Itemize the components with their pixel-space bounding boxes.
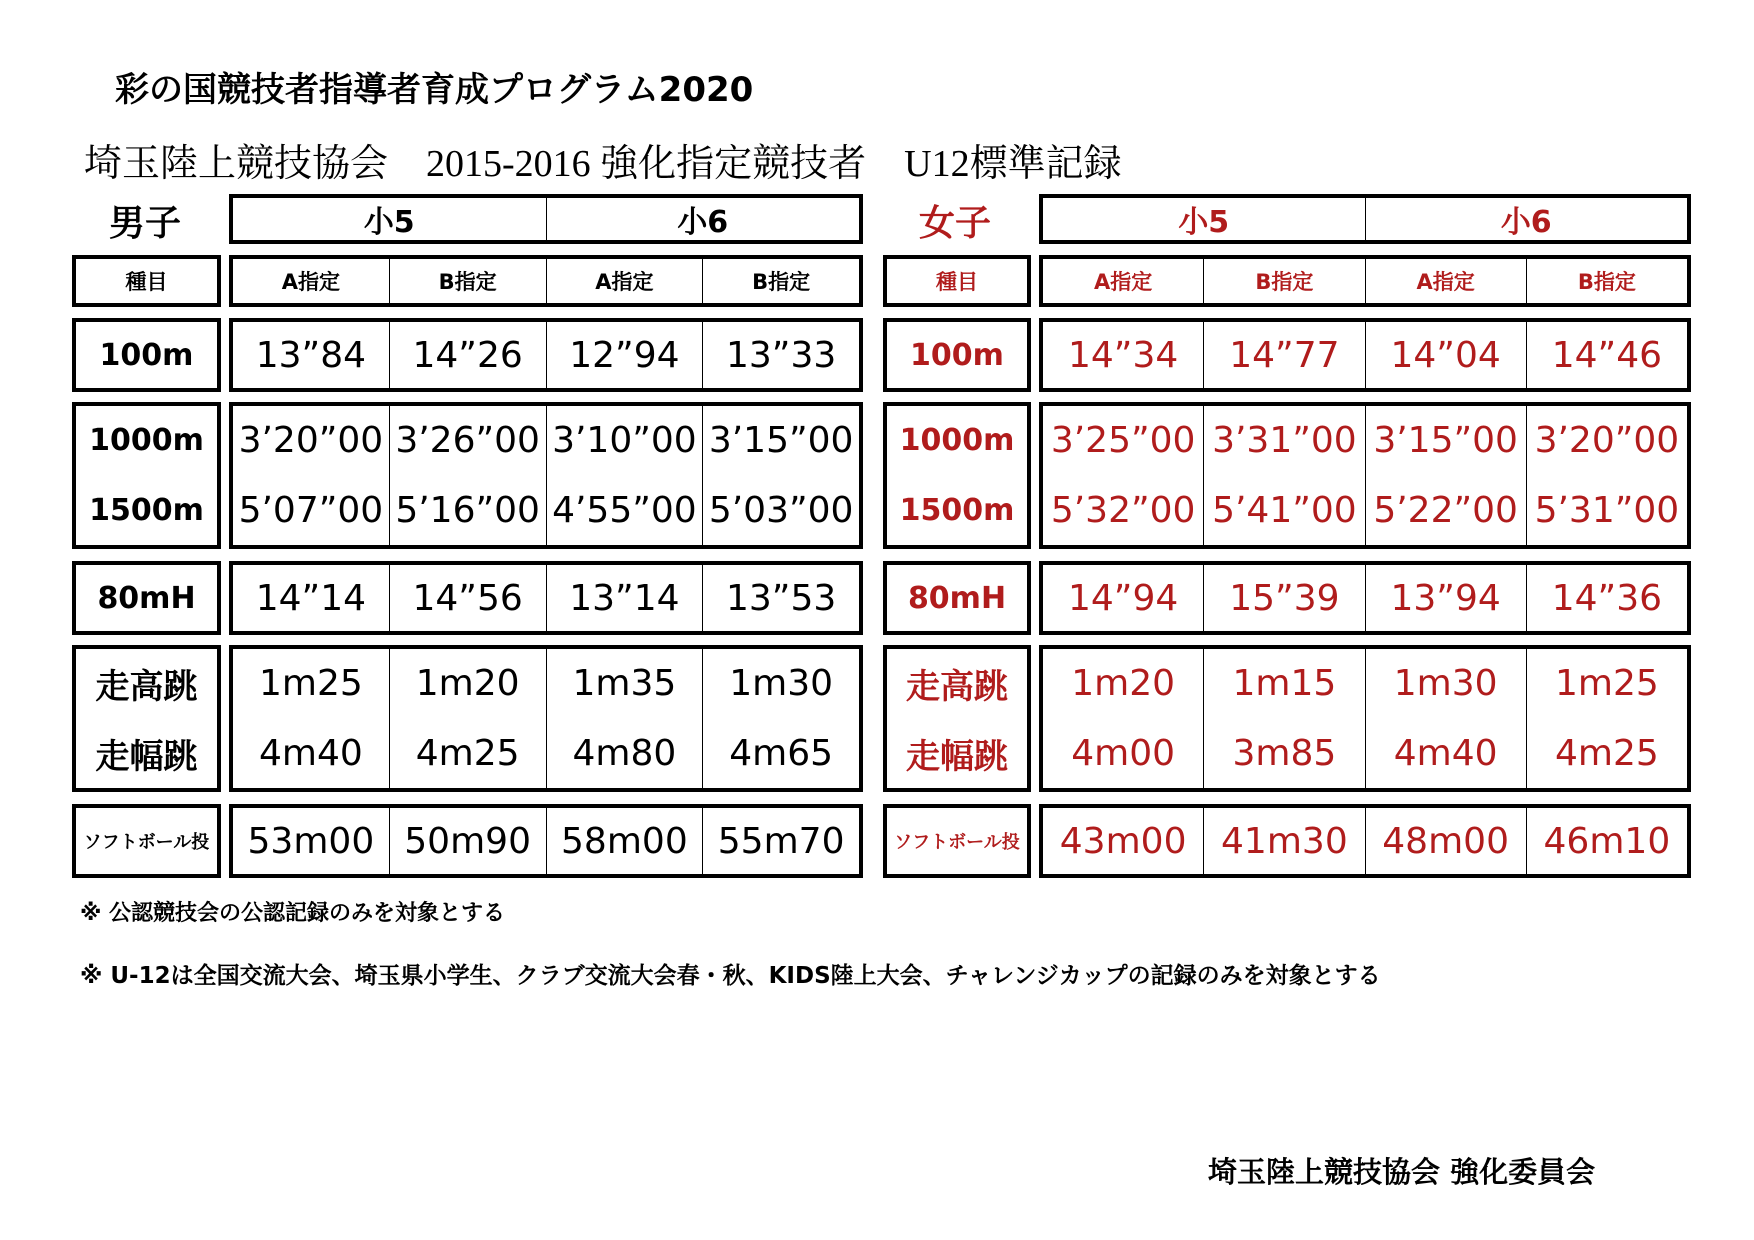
designation-a: A指定 — [1365, 259, 1526, 303]
boys-row-100m — [229, 318, 863, 392]
girls-event-100m — [883, 318, 1031, 392]
designation-b: B指定 — [1526, 259, 1687, 303]
record-cell: 5’41”00 — [1203, 476, 1364, 546]
girls-row-100m — [1039, 318, 1691, 392]
boys-label: 男子 — [108, 203, 181, 244]
boys-grade-6: 小6 — [546, 198, 860, 240]
record-cell: 1m25 — [258, 663, 363, 705]
event-header-label: 種目 — [936, 270, 978, 294]
page-title: 彩の国競技者指導者育成プログラム2020 — [115, 70, 754, 110]
note-official-records: ※ 公認競技会の公認記録のみを対象とする — [80, 901, 506, 926]
page-subtitle: 埼玉陸上競技協会 2015-2016 強化指定競技者 U12標準記録 — [84, 143, 1122, 185]
boys-row-80mh — [229, 561, 863, 635]
note-u12-competitions: ※ U-12は全国交流大会、埼玉県小学生、クラブ交流大会春・秋、KIDS陸上大会、チャレンジカップの記録のみを対象とする — [80, 963, 1381, 989]
event-label: 走高跳 — [906, 667, 1008, 708]
record-cell: 13”84 — [255, 334, 367, 376]
event-label: 100m — [910, 337, 1004, 373]
event-label: 80mH — [97, 580, 196, 616]
record-cell: 3m85 — [1203, 719, 1364, 789]
record-cell: 1m25 — [1526, 649, 1687, 719]
record-cell: 4m40 — [1365, 719, 1526, 789]
designation-b: B指定 — [1203, 259, 1364, 303]
record-cell: 50m90 — [389, 808, 546, 874]
record-cell: 4m65 — [702, 719, 859, 789]
boys-event-softball — [72, 804, 221, 878]
record-cell: 12”94 — [546, 322, 703, 388]
record-cell: 13”94 — [1365, 565, 1526, 631]
record-cell: 3’26”00 — [389, 406, 546, 476]
record-cell: 58m00 — [546, 808, 703, 874]
record-cell: 14”04 — [1365, 322, 1526, 388]
record-cell: 13”14 — [546, 565, 703, 631]
boys-row-softball — [229, 804, 863, 878]
record-cell: 14”14 — [255, 577, 367, 619]
girls-row-distance — [1039, 402, 1691, 549]
record-cell: 43m00 — [1059, 820, 1187, 862]
event-label: 走高跳 — [95, 667, 198, 708]
record-cell: 4m00 — [1071, 732, 1176, 774]
event-header-label: 種目 — [125, 270, 168, 294]
record-cell: 13”33 — [702, 322, 859, 388]
boys-row-jumps — [229, 645, 863, 792]
boys-event-80mh — [72, 561, 221, 635]
record-cell: 1m30 — [702, 649, 859, 719]
boys-event-distance — [72, 402, 221, 549]
girls-grade-header — [1039, 194, 1691, 244]
event-label: 100m — [99, 337, 194, 373]
girls-label: 女子 — [918, 203, 991, 244]
event-label: 1500m — [899, 492, 1015, 528]
event-label: 1000m — [899, 423, 1015, 459]
record-cell: 14”56 — [389, 565, 546, 631]
record-cell: 46m10 — [1526, 808, 1687, 874]
record-cell: 14”94 — [1067, 577, 1179, 619]
record-cell: 1m35 — [546, 649, 703, 719]
designation-b: B指定 — [389, 259, 546, 303]
record-cell: 14”36 — [1526, 565, 1687, 631]
record-cell: 3’15”00 — [702, 406, 859, 476]
record-cell: 1m30 — [1365, 649, 1526, 719]
girls-event-softball — [883, 804, 1031, 878]
record-cell: 1m15 — [1203, 649, 1364, 719]
girls-event-80mh — [883, 561, 1031, 635]
record-cell: 4m25 — [389, 719, 546, 789]
girls-event-distance — [883, 402, 1031, 549]
record-cell: 5’22”00 — [1365, 476, 1526, 546]
boys-row-distance — [229, 402, 863, 549]
record-cell: 14”34 — [1067, 334, 1179, 376]
boys-event-100m — [72, 318, 221, 392]
record-cell: 4m40 — [258, 732, 363, 774]
event-label: 1500m — [89, 492, 204, 528]
record-cell: 3’10”00 — [546, 406, 703, 476]
record-cell: 4’55”00 — [546, 476, 703, 546]
record-cell: 41m30 — [1203, 808, 1364, 874]
event-label: 1000m — [89, 423, 204, 459]
girls-row-80mh — [1039, 561, 1691, 635]
record-cell: 4m25 — [1526, 719, 1687, 789]
record-cell: 14”77 — [1203, 322, 1364, 388]
event-label: 走幅跳 — [95, 736, 198, 777]
footer-organization: 埼玉陸上競技協会 強化委員会 — [1208, 1155, 1596, 1189]
record-cell: 13”53 — [702, 565, 859, 631]
record-cell: 5’31”00 — [1526, 476, 1687, 546]
record-cell: 3’20”00 — [1526, 406, 1687, 476]
record-cell: 53m00 — [247, 820, 375, 862]
boys-event-header — [72, 255, 221, 307]
record-cell: 3’15”00 — [1365, 406, 1526, 476]
event-label: ソフトボール投 — [83, 832, 210, 853]
designation-b: B指定 — [702, 259, 859, 303]
record-cell: 3’25”00 — [1050, 420, 1196, 462]
record-cell: 5’16”00 — [389, 476, 546, 546]
record-cell: 14”46 — [1526, 322, 1687, 388]
girls-grade-5: 小5 — [1178, 205, 1230, 240]
record-cell: 5’32”00 — [1050, 489, 1196, 531]
record-cell: 4m80 — [546, 719, 703, 789]
boys-designation-header — [229, 255, 863, 307]
record-cell: 5’03”00 — [702, 476, 859, 546]
girls-row-jumps — [1039, 645, 1691, 792]
event-label: ソフトボール投 — [894, 832, 1020, 853]
designation-a: A指定 — [546, 259, 703, 303]
record-cell: 5’07”00 — [238, 489, 384, 531]
designation-a: A指定 — [281, 270, 340, 294]
record-cell: 14”26 — [389, 322, 546, 388]
boys-grade-5: 小5 — [363, 205, 415, 240]
record-cell: 1m20 — [1071, 663, 1176, 705]
girls-event-header — [883, 255, 1031, 307]
event-label: 80mH — [907, 580, 1007, 616]
girls-grade-6: 小6 — [1365, 198, 1688, 240]
girls-row-softball — [1039, 804, 1691, 878]
record-cell: 1m20 — [389, 649, 546, 719]
boys-grade-header — [229, 194, 863, 244]
record-cell: 48m00 — [1365, 808, 1526, 874]
record-cell: 3’31”00 — [1203, 406, 1364, 476]
boys-event-jumps — [72, 645, 221, 792]
designation-a: A指定 — [1093, 270, 1153, 294]
girls-designation-header — [1039, 255, 1691, 307]
event-label: 走幅跳 — [906, 736, 1008, 777]
record-cell: 55m70 — [702, 808, 859, 874]
girls-event-jumps — [883, 645, 1031, 792]
record-cell: 3’20”00 — [238, 420, 384, 462]
record-cell: 15”39 — [1203, 565, 1364, 631]
